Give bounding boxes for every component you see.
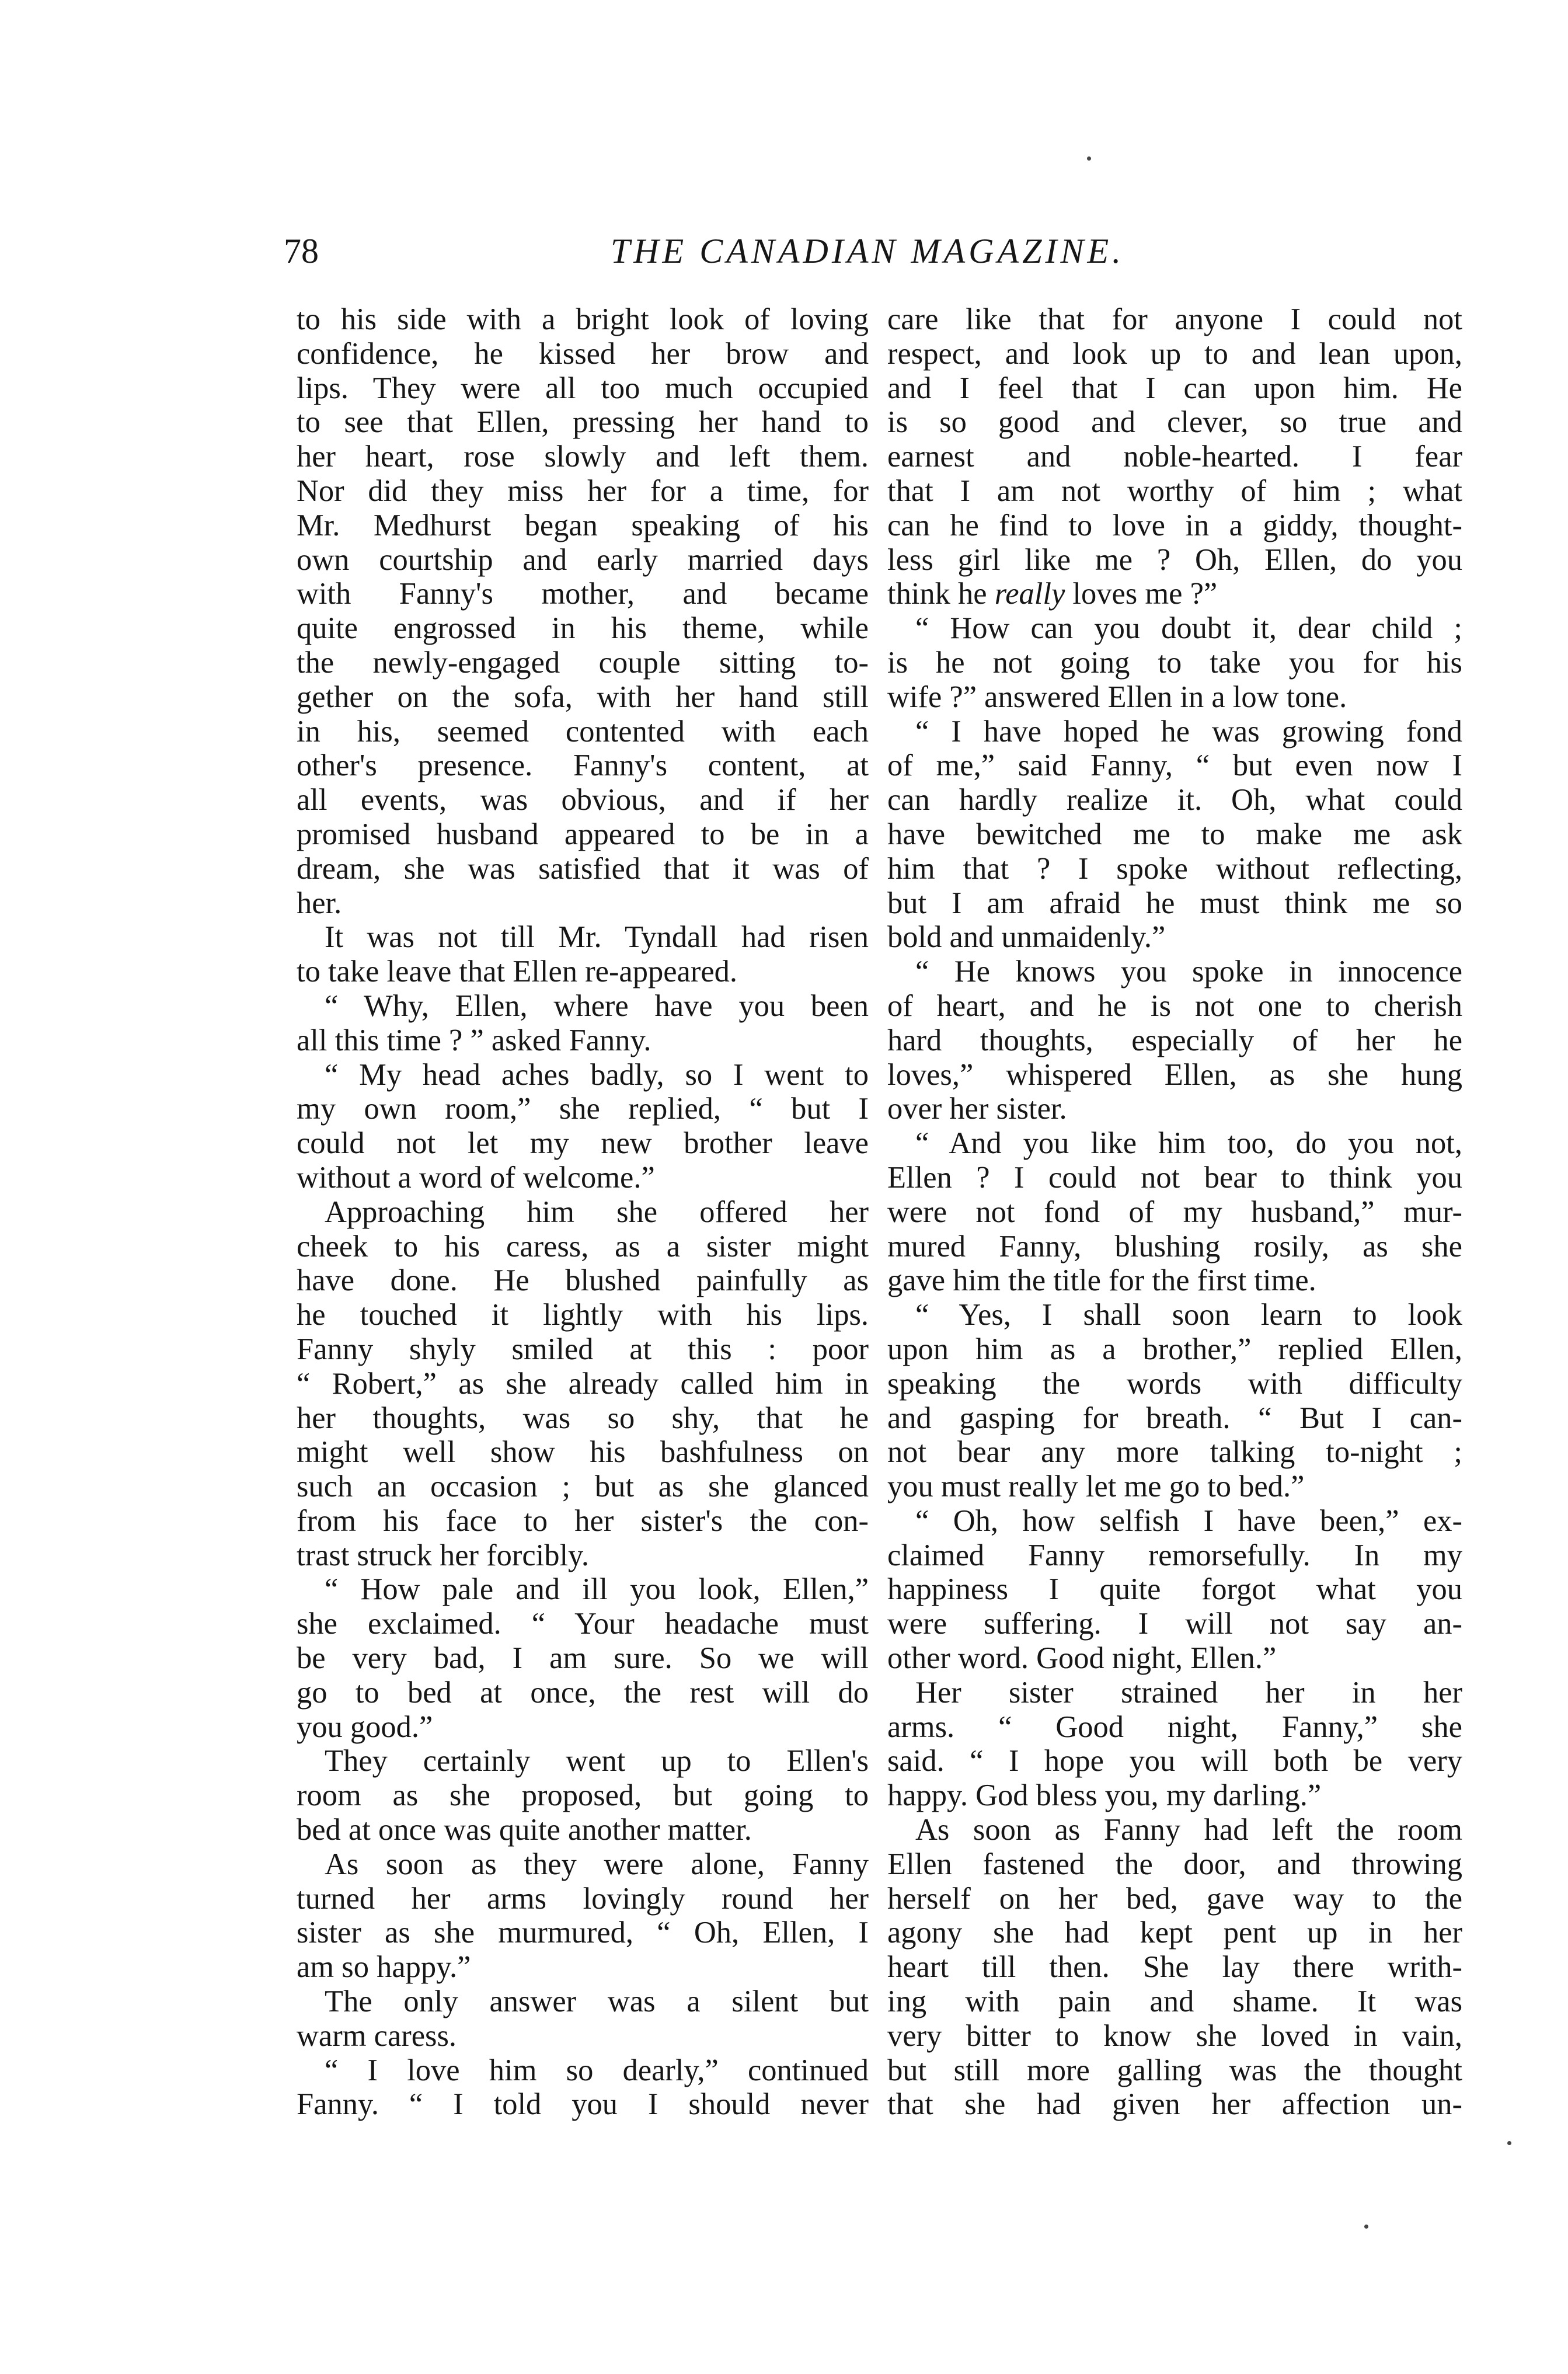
text-line: claimed Fanny remorsefully. In my — [887, 1538, 1462, 1572]
text-line: can hardly realize it. Oh, what could — [887, 783, 1462, 817]
text-line: have bewitched me to make me ask — [887, 817, 1462, 851]
text-line: “ He knows you spoke in innocence — [915, 955, 1462, 989]
text-line: “ How pale and ill you look, Ellen,” — [325, 1572, 869, 1607]
text-line: such an occasion ; but as she glanced — [297, 1470, 869, 1504]
text-line: without a word of welcome.” — [297, 1160, 655, 1195]
text-line: to his side with a bright look of loving — [297, 302, 869, 336]
scan-speck — [1087, 156, 1091, 161]
text-line: heart till then. She lay there writh- — [887, 1950, 1462, 1985]
text-line: dream, she was satisfied that it was of — [297, 851, 869, 886]
text-line: in his, seemed contented with each — [297, 714, 869, 749]
text-line: Nor did they miss her for a time, for — [297, 474, 869, 508]
text-line: said. “ I hope you will both be very — [887, 1744, 1462, 1778]
text-line: confidence, he kissed her brow and — [297, 336, 869, 371]
text-line: and gasping for breath. “ But I can- — [887, 1401, 1462, 1435]
text-line: bold and unmaidenly.” — [887, 920, 1166, 955]
text-line: quite engrossed in his theme, while — [297, 611, 869, 646]
text-line: other word. Good night, Ellen.” — [887, 1641, 1277, 1676]
text-line: “ And you like him too, do you not, — [915, 1126, 1462, 1161]
text-line: can he find to love in a giddy, thought- — [887, 508, 1462, 542]
running-header — [284, 225, 1451, 277]
scan-speck — [1507, 2141, 1511, 2145]
text-line: “ Why, Ellen, where have you been — [325, 988, 869, 1023]
text-line: from his face to her sister's the con- — [297, 1503, 869, 1538]
text-line: her heart, rose slowly and left them. — [297, 440, 869, 474]
text-line: were not fond of my husband,” mur- — [887, 1195, 1462, 1229]
text-line: ing with pain and shame. It was — [887, 1985, 1462, 2019]
text-line: upon him as a brother,” replied Ellen, — [887, 1332, 1462, 1366]
text-line: to take leave that Ellen re-appeared. — [297, 955, 737, 989]
text-line: “ I love him so dearly,” continued — [325, 2053, 869, 2087]
page-number: 78 — [284, 232, 319, 270]
text-line: think he really loves me ?” — [887, 577, 1218, 611]
text-line: It was not till Mr. Tyndall had risen — [325, 920, 869, 955]
text-line: “ Robert,” as she already called him in — [297, 1366, 869, 1401]
text-line: were suffering. I will not say an- — [887, 1607, 1462, 1641]
text-line: other's presence. Fanny's content, at — [297, 749, 869, 783]
text-line: but I am afraid he must think me so — [887, 886, 1462, 920]
running-title: THE CANADIAN MAGAZINE. — [610, 232, 1125, 270]
text-line: you good.” — [297, 1710, 433, 1744]
text-line: and I feel that I can upon him. He — [887, 371, 1462, 405]
text-line: of me,” said Fanny, “ but even now I — [887, 749, 1462, 783]
text-line: Fanny. “ I told you I should never — [297, 2087, 869, 2122]
text-line: As soon as they were alone, Fanny — [325, 1847, 869, 1881]
text-line: that she had given her affection un- — [887, 2087, 1462, 2122]
text-line: “ My head aches badly, so I went to — [325, 1057, 869, 1092]
text-line: he touched it lightly with his lips. — [297, 1298, 869, 1332]
text-line: room as she proposed, but going to — [297, 1778, 869, 1813]
text-line: very bitter to know she loved in vain, — [887, 2018, 1462, 2053]
text-line: Fanny shyly smiled at this : poor — [297, 1332, 869, 1366]
text-line: earnest and noble-hearted. I fear — [887, 440, 1462, 474]
text-line: promised husband appeared to be in a — [297, 817, 869, 851]
text-line: arms. “ Good night, Fanny,” she — [887, 1710, 1462, 1744]
scan-speck — [1364, 2225, 1368, 2229]
text-line: cheek to his caress, as a sister might — [297, 1229, 869, 1263]
text-line: “ Oh, how selfish I have been,” ex- — [915, 1503, 1462, 1538]
text-line: could not let my new brother leave — [297, 1126, 869, 1161]
text-line: with Fanny's mother, and became — [297, 577, 869, 611]
text-line: to see that Ellen, pressing her hand to — [297, 405, 869, 440]
text-line: happy. God bless you, my darling.” — [887, 1778, 1322, 1813]
right-column — [887, 302, 1462, 2122]
text-line: go to bed at once, the rest will do — [297, 1675, 869, 1710]
text-line: her thoughts, was so shy, that he — [297, 1401, 869, 1435]
text-line: my own room,” she replied, “ but I — [297, 1092, 869, 1126]
text-line: hard thoughts, especially of her he — [887, 1023, 1462, 1057]
text-line: “ How can you doubt it, dear child ; — [915, 611, 1462, 646]
text-line: bed at once was quite another matter. — [297, 1813, 752, 1847]
text-line: mured Fanny, blushing rosily, as she — [887, 1229, 1462, 1263]
text-line: him that ? I spoke without reflecting, — [887, 851, 1462, 886]
text-line: you must really let me go to bed.” — [887, 1470, 1305, 1504]
text-line: be very bad, I am sure. So we will — [297, 1641, 869, 1676]
text-line: she exclaimed. “ Your headache must — [297, 1607, 869, 1641]
text-line: less girl like me ? Oh, Ellen, do you — [887, 542, 1462, 577]
text-line: sister as she murmured, “ Oh, Ellen, I — [297, 1916, 869, 1950]
text-line: all this time ? ” asked Fanny. — [297, 1023, 651, 1057]
text-line: The only answer was a silent but — [325, 1985, 869, 2019]
text-line: “ Yes, I shall soon learn to look — [915, 1298, 1462, 1332]
text-line: “ I have hoped he was growing fond — [915, 714, 1462, 749]
text-line: Mr. Medhurst began speaking of his — [297, 508, 869, 542]
text-line: is so good and clever, so true and — [887, 405, 1462, 440]
text-line: gether on the sofa, with her hand still — [297, 680, 869, 714]
text-line: As soon as Fanny had left the room — [915, 1813, 1462, 1847]
left-column — [297, 302, 869, 2122]
text-line: trast struck her forcibly. — [297, 1538, 590, 1572]
text-line: that I am not worthy of him ; what — [887, 474, 1462, 508]
text-line: warm caress. — [297, 2018, 457, 2053]
text-line: agony she had kept pent up in her — [887, 1916, 1462, 1950]
text-line: but still more galling was the thought — [887, 2053, 1462, 2087]
text-line: Approaching him she offered her — [325, 1195, 869, 1229]
text-line: lips. They were all too much occupied — [297, 371, 869, 405]
text-line: have done. He blushed painfully as — [297, 1263, 869, 1298]
text-line: Her sister strained her in her — [915, 1675, 1462, 1710]
text-line: all events, was obvious, and if her — [297, 783, 869, 817]
text-line: not bear any more talking to-night ; — [887, 1435, 1462, 1470]
text-line: turned her arms lovingly round her — [297, 1881, 869, 1916]
text-line: Ellen ? I could not bear to think you — [887, 1160, 1462, 1195]
text-line: might well show his bashfulness on — [297, 1435, 869, 1470]
text-line: wife ?” answered Ellen in a low tone. — [887, 680, 1347, 714]
text-line: gave him the title for the first time. — [887, 1263, 1316, 1298]
text-line: loves,” whispered Ellen, as she hung — [887, 1057, 1462, 1092]
text-line: is he not going to take you for his — [887, 645, 1462, 680]
text-line: herself on her bed, gave way to the — [887, 1881, 1462, 1916]
text-line: They certainly went up to Ellen's — [325, 1744, 869, 1778]
text-line: am so happy.” — [297, 1950, 471, 1985]
text-line: the newly-engaged couple sitting to- — [297, 645, 869, 680]
text-line: own courtship and early married days — [297, 542, 869, 577]
text-line: of heart, and he is not one to cherish — [887, 988, 1462, 1023]
text-line: over her sister. — [887, 1092, 1067, 1126]
text-line: her. — [297, 886, 342, 920]
text-line: speaking the words with difficulty — [887, 1366, 1462, 1401]
text-line: happiness I quite forgot what you — [887, 1572, 1462, 1607]
text-line: care like that for anyone I could not — [887, 302, 1462, 336]
text-line: Ellen fastened the door, and throwing — [887, 1847, 1462, 1881]
text-line: respect, and look up to and lean upon, — [887, 336, 1462, 371]
